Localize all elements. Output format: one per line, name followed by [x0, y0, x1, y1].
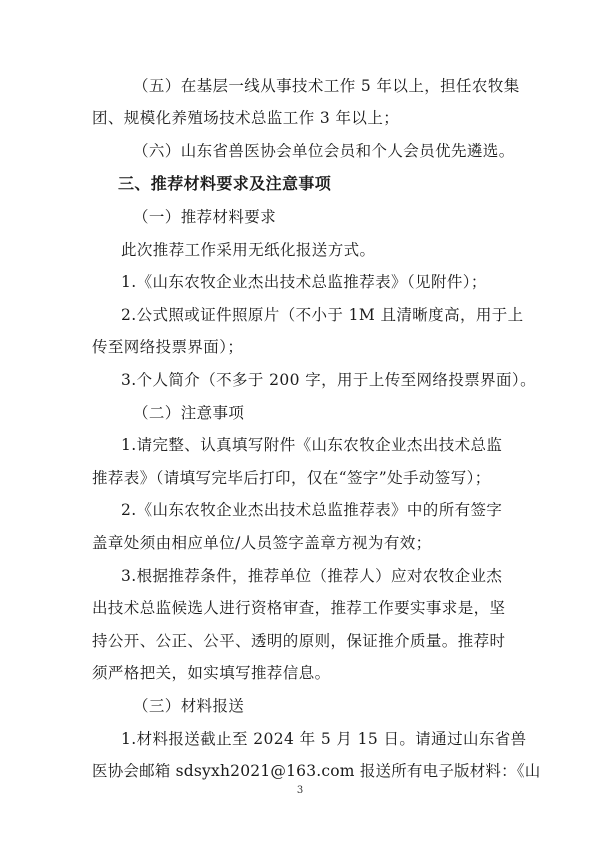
list-item-line: 医协会邮箱 sdsyxh2021@163.com 报送所有电子版材料：《山 — [92, 762, 541, 780]
subsection-heading: （一）推荐材料要求 — [133, 208, 277, 226]
paragraph-line: （六）山东省兽医协会单位会员和个人会员优先遴选。 — [133, 142, 515, 160]
paragraph-line: （五）在基层一线从事技术工作 5 年以上，担任农牧集 — [133, 77, 520, 95]
list-item-line: 传至网络投票界面）； — [92, 338, 244, 356]
subsection-heading: （三）材料报送 — [133, 697, 245, 715]
paragraph-line: 团、规模化养殖场技术总监工作 3 年以上； — [92, 109, 400, 127]
list-item-line: 1.材料报送截止至 2024 年 5 月 15 日。请通过山东省兽 — [121, 730, 527, 748]
section-heading: 三、推荐材料要求及注意事项 — [118, 174, 332, 193]
list-item-line: 3.根据推荐条件，推荐单位（推荐人）应对农牧企业杰 — [121, 567, 503, 585]
list-item-line: 推荐表》（请填写完毕后打印，仅在“签字”处手动签写）； — [92, 469, 491, 487]
list-item-line: 1.《山东农牧企业杰出技术总监推荐表》（见附件）； — [121, 273, 487, 291]
subsection-heading: （二）注意事项 — [133, 404, 245, 422]
list-item-line: 须严格把关，如实填写推荐信息。 — [92, 664, 331, 682]
list-item-line: 1.请完整、认真填写附件《山东农牧企业杰出技术总监 — [121, 436, 503, 454]
list-item-line: 2.公式照或证件照原片（不小于 1M 且清晰度高，用于上 — [121, 306, 524, 324]
list-item-line: 出技术总监候选人进行资格审查，推荐工作要实事求是，坚 — [92, 599, 506, 617]
paragraph-line: 此次推荐工作采用无纸化报送方式。 — [121, 241, 376, 259]
list-item-line: 盖章处须由相应单位/人员签字盖章方视为有效； — [92, 534, 432, 552]
list-item-line: 3.个人简介（不多于 200 字，用于上传至网络投票界面）。 — [121, 371, 536, 389]
list-item-line: 持公开、公正、公平、透明的原则，保证推介质量。推荐时 — [92, 632, 506, 650]
page-number: 3 — [296, 785, 304, 796]
list-item-line: 2.《山东农牧企业杰出技术总监推荐表》中的所有签字 — [121, 501, 503, 519]
